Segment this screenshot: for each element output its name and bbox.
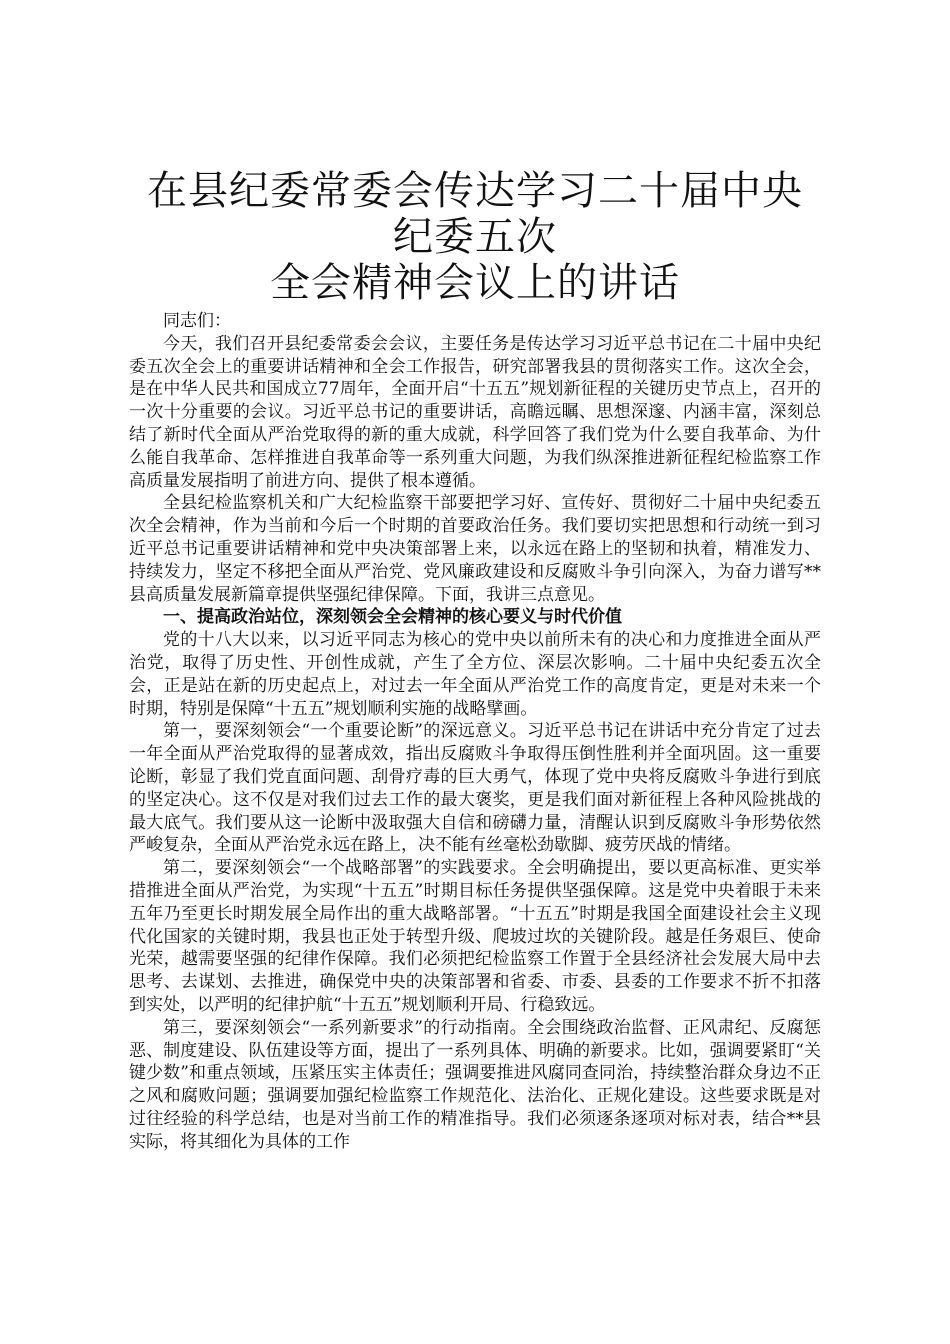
document-body [129, 310, 821, 1153]
section-heading-1: 一、提高政治站位，深刻领会全会精神的核心要义与时代价值 [163, 607, 622, 628]
intro-paragraph-2: 全县纪检监察机关和广大纪检监察干部要把学习好、宣传好、贯彻好二十届中央纪委五次全会精神，作为当前和今后一个时期的首要政治任务。我们要切实把思想和行动统一到习近平总书记重要讲话精神和党中央决策部署上来，以永远在路上的坚韧和执着，精准发力、持续发力，坚定不移把全面从严治党、党风廉政建设和反腐败斗争引向深入，为奋力谱写**县高质量发展新篇章提供坚强纪律保障。下面，我讲三点意见。 [129, 493, 821, 605]
salutation: 同志们： [163, 311, 231, 331]
section1-paragraph-4: 第三，要深刻领会“一系列新要求”的行动指南。全会围绕政治监督、正风肃纪、反腐惩恶、制度建设、队伍建设等方面，提出了一系列具体、明确的新要求。比如，强调要紧盯“关键少数”和重点领域，压紧压实主体责任；强调要推进风腐同查同治，持续整治群众身边不正之风和腐败问题；强调要加强纪检监察工作规范化、法治化、正规化建设。这些要求既是对过往经验的科学总结，也是对当前工作的精准指导。我们必须逐条逐项对标对表，结合**县实际，将其细化为具体的工作 [129, 1017, 821, 1152]
intro-paragraph-1: 今天，我们召开县纪委常委会会议，主要任务是传达学习习近平总书记在二十届中央纪委五次全会上的重要讲话精神和全会工作报告，研究部署我县的贯彻落实工作。这次全会，是在中华人民共和国成立77周年，全面开启“十五五”规划新征程的关键历史节点上，召开的一次十分重要的会议。习近平总书记的重要讲话，高瞻远瞩、思想深邃、内涵丰富，深刻总结了新时代全面从严治党取得的新的重大成就，科学回答了我们党为什么要自我革命、为什么能自我革命、怎样推进自我革命等一系列重大问题，为我们纵深推进新征程纪检监察工作高质量发展指明了前进方向、提供了根本遵循。 [129, 333, 821, 491]
title-line-2: 全会精神会议上的讲话 [270, 260, 680, 306]
title-line-1: 在县纪委常委会传达学习二十届中央纪委五次 [147, 168, 803, 260]
section1-paragraph-1: 党的十八大以来，以习近平同志为核心的党中央以前所未有的决心和力度推进全面从严治党，取得了历史性、开创性成就，产生了全方位、深层次影响。二十届中央纪委五次全会，正是站在新的历史起点上，对过去一年全面从严治党工作的高度肯定，更是对未来一个时期，特别是保障“十五五”规划顺利实施的战略擘画。 [129, 630, 821, 719]
section1-paragraph-2: 第一，要深刻领会“一个重要论断”的深远意义。习近平总书记在讲话中充分肯定了过去一年全面从严治党取得的显著成效，指出反腐败斗争取得压倒性胜利并全面巩固。这一重要论断，彰显了我们党直面问题、刮骨疗毒的巨大勇气，体现了党中央将反腐败斗争进行到底的坚定决心。这不仅是对我们过去工作的最大褒奖，更是我们面对新征程上各种风险挑战的最大底气。我们要从这一论断中汲取强大自信和磅礴力量，清醒认识到反腐败斗争形势依然严峻复杂，全面从严治党永远在路上，决不能有丝毫松劲歇脚、疲劳厌战的情绪。 [129, 721, 821, 856]
document-page [129, 168, 821, 1153]
section1-paragraph-3: 第二，要深刻领会“一个战略部署”的实践要求。全会明确提出，要以更高标准、更实举措推进全面从严治党，为实现“十五五”时期目标任务提供坚强保障。这是党中央着眼于未来五年乃至更长时期发展全局作出的重大战略部署。“十五五”时期是我国全面建设社会主义现代化国家的关键时期，我县也正处于转型升级、爬坡过坎的关键阶段。越是任务艰巨、使命光荣，越需要坚强的纪律作保障。我们必须把纪检监察工作置于全县经济社会发展大局中去思考、去谋划、去推进，确保党中央的决策部署和省委、市委、县委的工作要求不折不扣落到实处，以严明的纪律护航“十五五”规划顺利开局、行稳致远。 [129, 858, 821, 1015]
document-title [129, 168, 821, 306]
